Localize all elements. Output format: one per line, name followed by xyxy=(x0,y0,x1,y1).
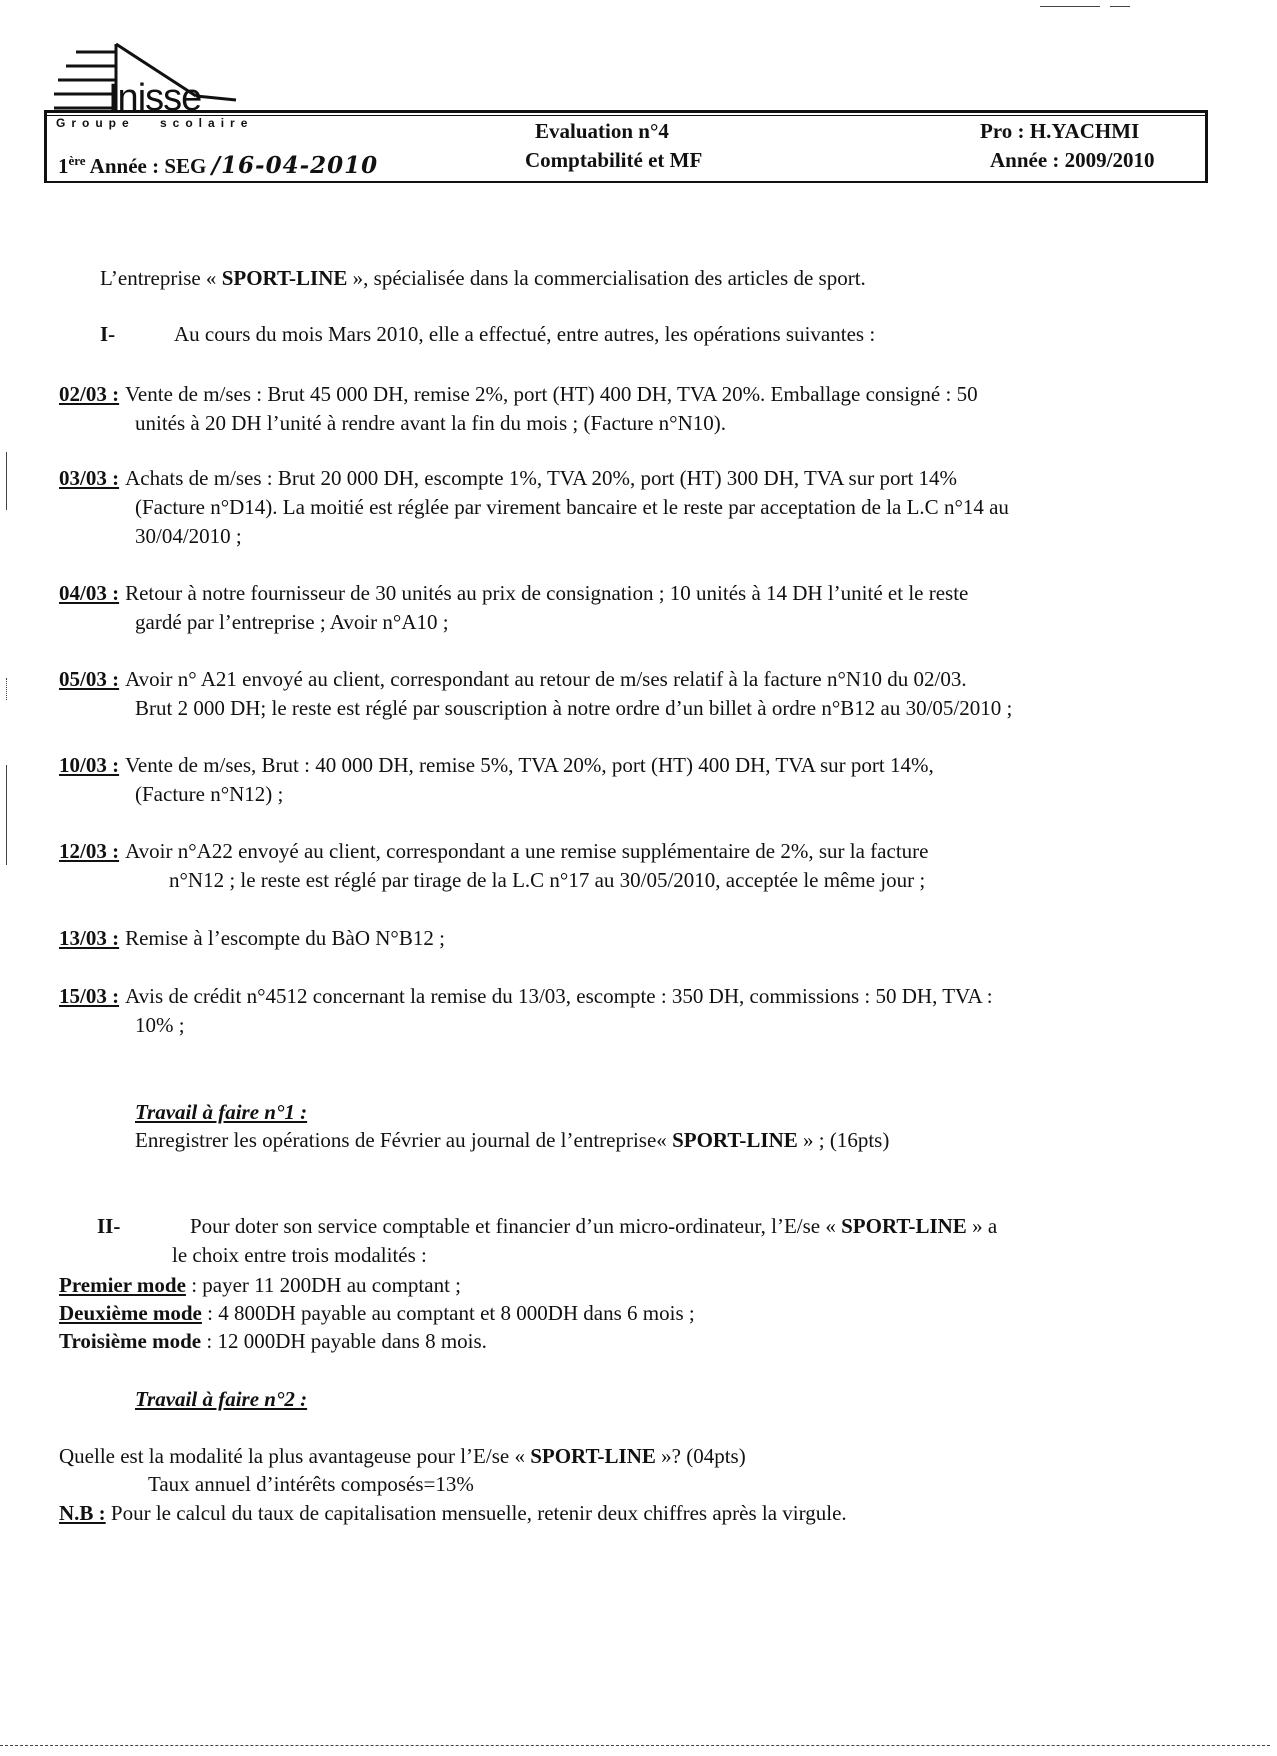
task2-rate: Taux annuel d’intérêts composés=13% xyxy=(148,1472,474,1496)
part1-text: Au cours du mois Mars 2010, elle a effectué, entre autres, les opérations suivantes : xyxy=(174,322,876,346)
part2-text: Pour doter son service comptable et financier d’un micro-ordinateur, l’E/se « SPORT-LINE » a le choix entre trois modalités : xyxy=(172,1214,998,1267)
handwritten-date: /16-04-2010 xyxy=(211,152,379,179)
task1-text: Enregistrer les opérations de Février au journal de l’entreprise« SPORT-LINE » ; (16pts) xyxy=(135,1128,890,1152)
teacher-label: Pro : H.YACHMI xyxy=(980,119,1140,143)
mode-3: Troisième mode : 12 000DH payable dans 8 mois. xyxy=(59,1329,487,1353)
margin-mark xyxy=(6,452,7,510)
logo-name: Inisse xyxy=(108,77,202,119)
top-edge-line xyxy=(1110,6,1130,7)
margin-mark xyxy=(6,765,7,865)
task2-nb: N.B : Pour le calcul du taux de capitalisation mensuelle, retenir deux chiffres après la virgule. xyxy=(59,1501,847,1525)
operation-0203: 02/03 : Vente de m/ses : Brut 45 000 DH, remise 2%, port (HT) 400 DH, TVA 20%. Emballage consigné : 50 unités à 20 DH l’unité à rendre avant la fin du mois ; (Facture n°N10). xyxy=(59,382,978,435)
evaluation-label: Evaluation n°4 xyxy=(535,119,669,143)
operation-0503: 05/03 : Avoir n° A21 envoyé au client, correspondant au retour de m/ses relatif à la facture n°N10 du 02/03. Brut 2 000 DH; le reste est réglé par souscription à notre ordre d’un billet à ordre n°B12 au 30/05/2010 ; xyxy=(59,667,1013,720)
task2-question: Quelle est la modalité la plus avantageuse pour l’E/se « SPORT-LINE »? (04pts) xyxy=(59,1444,746,1468)
operation-1203: 12/03 : Avoir n°A22 envoyé au client, correspondant a une remise supplémentaire de 2%, sur la facture n°N12 ; le reste est réglé par tirage de la L.C n°17 au 30/05/2010, acceptée le même jour ; xyxy=(59,839,929,892)
part1-numeral: I- xyxy=(100,322,116,346)
part2-numeral: II- xyxy=(97,1214,121,1238)
operation-0303: 03/03 : Achats de m/ses : Brut 20 000 DH, escompte 1%, TVA 20%, port (HT) 300 DH, TVA sur port 14% (Facture n°D14). La moitié est réglée par virement bancaire et le reste par acceptation de la L.C n°14 au 30/04/2010 ; xyxy=(59,466,1009,548)
subject-label: Comptabilité et MF xyxy=(525,148,703,172)
bottom-edge-line xyxy=(0,1745,1270,1746)
top-edge-line xyxy=(1040,6,1100,7)
logo-tagline: Groupe scolaire xyxy=(56,116,254,130)
operation-1003: 10/03 : Vente de m/ses, Brut : 40 000 DH, remise 5%, TVA 20%, port (HT) 400 DH, TVA sur port 14%, (Facture n°N12) ; xyxy=(59,753,934,806)
year-label: Année : 2009/2010 xyxy=(990,148,1155,172)
task2-title: Travail à faire n°2 : xyxy=(135,1387,308,1411)
task1-title: Travail à faire n°1 : xyxy=(135,1100,308,1124)
mode-2: Deuxième mode : 4 800DH payable au comptant et 8 000DH dans 6 mois ; xyxy=(59,1301,695,1325)
intro-text: L’entreprise « SPORT-LINE », spécialisée dans la commercialisation des articles de sport. xyxy=(100,266,866,290)
margin-mark xyxy=(6,678,7,700)
operation-1503: 15/03 : Avis de crédit n°4512 concernant la remise du 13/03, escompte : 350 DH, commissions : 50 DH, TVA : 10% ; xyxy=(59,984,993,1037)
mode-1: Premier mode : payer 11 200DH au comptant ; xyxy=(59,1273,462,1297)
operation-0403: 04/03 : Retour à notre fournisseur de 30 unités au prix de consignation ; 10 unités à 14 DH l’unité et le reste gardé par l’entreprise ; Avoir n°A10 ; xyxy=(59,581,969,634)
class-label: 1ère Année : SEG /16-04-2010 xyxy=(58,152,379,179)
operation-1303: 13/03 : Remise à l’escompte du BàO N°B12 ; xyxy=(59,926,445,950)
